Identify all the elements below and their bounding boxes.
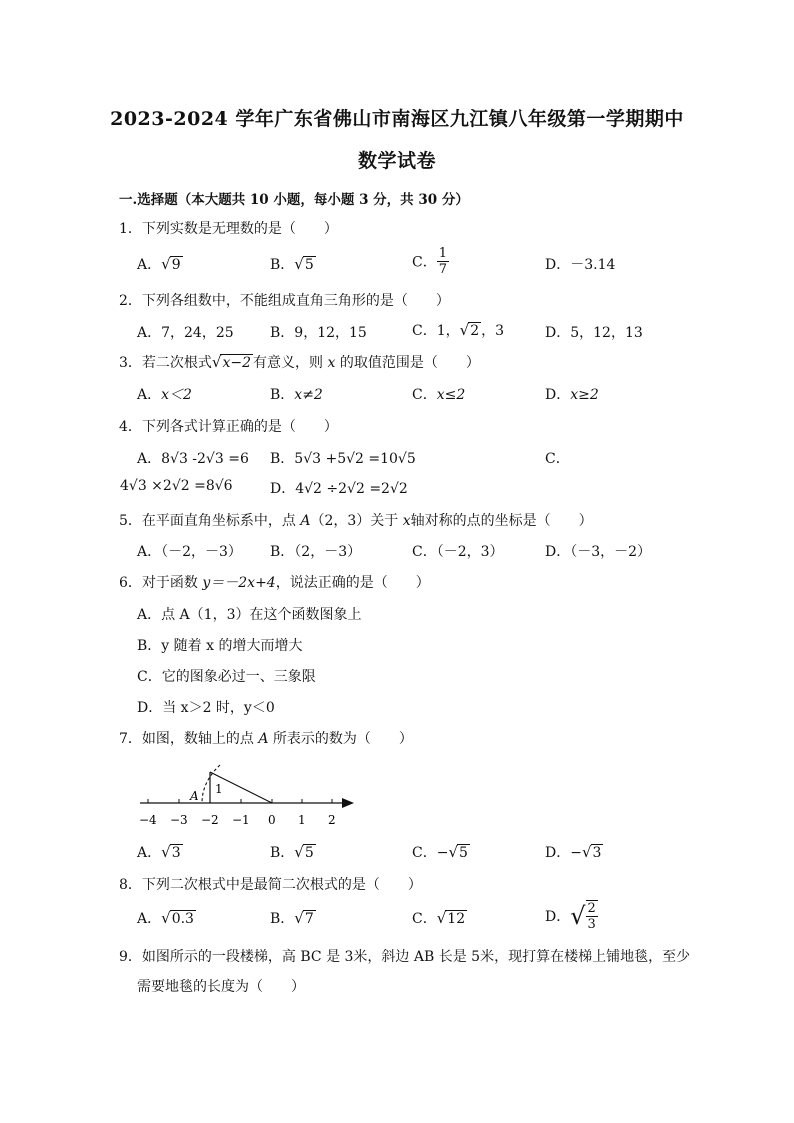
q4-option-a: A．8√3 -2√3 =6 <box>137 451 249 467</box>
q8-option-b: B．√7 <box>270 909 314 927</box>
q1-option-d: D．－3.14 <box>545 257 616 273</box>
question-6-stem: 6．对于函数 y＝－2x+4，说法正确的是（ ） <box>119 575 430 591</box>
q2-option-a: A．7，24，25 <box>137 325 234 341</box>
q7-option-c: C．−√5 <box>412 843 468 861</box>
tick-label: −4 <box>139 813 157 827</box>
section-heading: 一.选择题（本大题共 10 小题，每小题 3 分，共 30 分） <box>119 192 469 208</box>
q5-option-a: A．（－2，－3） <box>137 544 242 560</box>
option-label: C． <box>412 254 437 271</box>
q8-option-d: D．√ $\frac{2}{3}$ <box>545 901 596 932</box>
q6-option-a: A．点 A（1，3）在这个函数图象上 <box>137 607 362 623</box>
question-8-stem: 8．下列二次根式中是最简二次根式的是（ ） <box>119 877 422 893</box>
q8-option-a: A．√0.3 <box>137 909 194 927</box>
q6-option-d: D．当 x＞2 时，y＜0 <box>137 700 275 716</box>
question-9-stem-line1: 9．如图所示的一段楼梯，高 BC 是 3米，斜边 AB 长是 5米，现打算在楼梯上铺地毯，至少 <box>119 949 691 965</box>
number-line-figure <box>132 760 367 830</box>
tick-label: 1 <box>298 813 306 827</box>
q5-option-b: B．（2，－3） <box>270 544 362 560</box>
tick-label: 0 <box>268 813 276 827</box>
q3-option-c: C．x≤2 <box>412 387 466 403</box>
q4-option-d: D．4√2 ÷2√2 =2√2 <box>270 481 408 497</box>
radicand: 5 <box>304 257 314 273</box>
fraction: $\frac{1}{7}$ <box>438 246 447 277</box>
q3-option-d: D．x≥2 <box>545 387 599 403</box>
exam-title: 2023-2024 学年广东省佛山市南海区九江镇八年级第一学期期中 <box>110 108 684 130</box>
q2-option-c: C．1，√2 ，3 <box>412 321 505 339</box>
tick-label: −2 <box>201 813 219 827</box>
q5-option-d: D．（－3，－2） <box>545 544 652 560</box>
side-length-label: 1 <box>215 782 223 796</box>
q5-option-c: C．（－2，3） <box>412 544 504 560</box>
q4-option-c-label: C． <box>545 451 570 467</box>
q7-option-d: D．−√3 <box>545 843 602 861</box>
tick-label: 2 <box>328 813 336 827</box>
q6-option-c: C．它的图象必过一、三象限 <box>137 669 316 685</box>
question-1-stem: 1．下列实数是无理数的是（ ） <box>119 221 338 237</box>
fraction: $\frac{2}{3}$ <box>587 901 596 932</box>
question-9-stem-line2: 需要地毯的长度为（ ） <box>137 979 305 995</box>
question-2-stem: 2．下列各组数中，不能组成直角三角形的是（ ） <box>119 293 450 309</box>
question-7-stem: 7．如图，数轴上的点 A 所表示的数为（ ） <box>119 731 413 747</box>
option-label: A． <box>137 257 162 273</box>
q8-option-c: C．√12 <box>412 909 466 927</box>
q7-option-b: B．√5 <box>270 843 314 861</box>
q3-option-b: B．x≠2 <box>270 387 323 403</box>
q4-option-c: 4√3 ×2√2 =8√6 <box>120 478 233 494</box>
question-4-stem: 4．下列各式计算正确的是（ ） <box>119 419 338 435</box>
option-label: B． <box>270 257 295 273</box>
q1-option-a: A．√9 <box>137 255 181 273</box>
q3-option-a: A．x＜2 <box>137 387 192 403</box>
q1-option-c <box>412 246 449 277</box>
arrow-head-icon <box>342 798 354 808</box>
question-3-stem: 3．若二次根式√x−2 有意义，则 x 的取值范围是（ ） <box>119 353 480 371</box>
q6-option-b: B．y 随着 x 的增大而增大 <box>137 638 303 654</box>
q2-option-d: D．5，12，13 <box>545 325 643 341</box>
point-a-label: A <box>190 789 199 803</box>
q1-option-b: B．√5 <box>270 255 314 273</box>
tick-label: −3 <box>170 813 188 827</box>
question-5-stem: 5．在平面直角坐标系中，点 A（2，3）关于 x轴对称的点的坐标是（ ） <box>119 513 593 529</box>
exam-subtitle: 数学试卷 <box>357 150 436 172</box>
q7-option-a: A．√3 <box>137 843 181 861</box>
q4-option-b: B．5√3 +5√2 =10√5 <box>270 451 416 467</box>
tick-label: −1 <box>232 813 250 827</box>
q2-option-b: B．9，12，15 <box>270 325 367 341</box>
radicand: 9 <box>171 257 181 273</box>
